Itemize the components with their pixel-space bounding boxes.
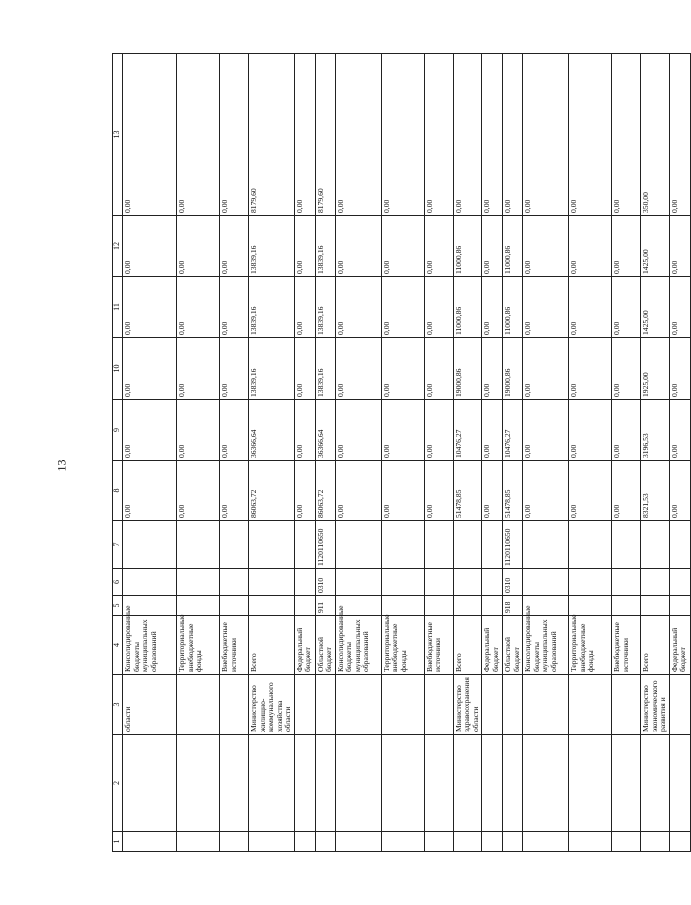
- cell-empty: [482, 832, 503, 852]
- cell-c6: [294, 569, 315, 596]
- cell-c3: Министерство экономического развития и: [641, 675, 670, 735]
- cell-c12: 0,00: [612, 216, 641, 277]
- cell-c4: Внебюджетные источники: [612, 616, 641, 675]
- cell-c9: 36366,64: [315, 400, 335, 461]
- cell-c9: 36366,64: [249, 400, 295, 461]
- cell-c6: [123, 569, 177, 596]
- table-row: [641, 54, 670, 852]
- cell-c11: 0,00: [220, 277, 249, 338]
- cell-c9: 0,00: [424, 400, 453, 461]
- cell-empty: [424, 832, 453, 852]
- cell-c3: Министерство здравоохранения области: [453, 675, 482, 735]
- cell-c6: [249, 569, 295, 596]
- cell-c11: 0,00: [424, 277, 453, 338]
- cell-c5: [424, 596, 453, 616]
- table-row: [424, 54, 453, 852]
- cell-empty: [123, 735, 177, 832]
- cell-c8: 0,00: [669, 461, 690, 521]
- cell-c8: 8321,53: [641, 461, 670, 521]
- cell-c9: 0,00: [123, 400, 177, 461]
- cell-c12: 0,00: [424, 216, 453, 277]
- cell-c13: 0,00: [523, 54, 569, 216]
- cell-c13: 0,00: [123, 54, 177, 216]
- cell-c10: 0,00: [569, 338, 612, 400]
- cell-c11: 11000,86: [453, 277, 482, 338]
- col-number: 11: [113, 277, 123, 338]
- cell-c8: 0,00: [482, 461, 503, 521]
- table-body: [113, 54, 691, 852]
- cell-c7: [641, 521, 670, 569]
- cell-c5: [220, 596, 249, 616]
- table-row: [294, 54, 315, 852]
- page-number: 13: [54, 459, 69, 472]
- table-row: [381, 54, 424, 852]
- cell-c8: 0,00: [612, 461, 641, 521]
- cell-c12: 13839,16: [249, 216, 295, 277]
- cell-c13: 0,00: [503, 54, 523, 216]
- cell-c11: 1425,00: [641, 277, 670, 338]
- cell-empty: [220, 832, 249, 852]
- cell-empty: [669, 735, 690, 832]
- cell-c12: 0,00: [482, 216, 503, 277]
- table-row: [123, 54, 177, 852]
- cell-c9: 0,00: [569, 400, 612, 461]
- cell-empty: [294, 832, 315, 852]
- cell-c12: 13839,16: [315, 216, 335, 277]
- cell-c8: 0,00: [381, 461, 424, 521]
- cell-c5: [669, 596, 690, 616]
- cell-c4: Внебюджетные источники: [424, 616, 453, 675]
- cell-c11: 0,00: [177, 277, 220, 338]
- cell-c13: 0,00: [569, 54, 612, 216]
- cell-c7: [482, 521, 503, 569]
- cell-c11: 0,00: [335, 277, 381, 338]
- cell-c6: [482, 569, 503, 596]
- cell-c12: 11000,86: [453, 216, 482, 277]
- cell-c11: 0,00: [612, 277, 641, 338]
- cell-c3: [424, 675, 453, 735]
- cell-c9: 0,00: [335, 400, 381, 461]
- cell-empty: [523, 832, 569, 852]
- cell-c12: 0,00: [669, 216, 690, 277]
- cell-c10: 13839,16: [249, 338, 295, 400]
- cell-c3: [381, 675, 424, 735]
- cell-c10: 0,00: [482, 338, 503, 400]
- cell-c5: 918: [503, 596, 523, 616]
- cell-c6: [381, 569, 424, 596]
- cell-c8: 0,00: [523, 461, 569, 521]
- cell-c8: 0,00: [177, 461, 220, 521]
- cell-empty: [123, 832, 177, 852]
- cell-c5: [569, 596, 612, 616]
- cell-c13: 350,00: [641, 54, 670, 216]
- cell-c10: 1925,00: [641, 338, 670, 400]
- col-number: 6: [113, 569, 123, 596]
- cell-c3: [177, 675, 220, 735]
- cell-empty: [315, 735, 335, 832]
- cell-empty: [612, 832, 641, 852]
- cell-c11: 0,00: [482, 277, 503, 338]
- cell-c12: 0,00: [523, 216, 569, 277]
- cell-c7: 1120110650: [315, 521, 335, 569]
- cell-empty: [220, 735, 249, 832]
- cell-c6: [569, 569, 612, 596]
- cell-empty: [669, 832, 690, 852]
- cell-c11: 0,00: [123, 277, 177, 338]
- cell-c10: 19000,86: [453, 338, 482, 400]
- cell-c5: [177, 596, 220, 616]
- cell-c13: 8179,60: [249, 54, 295, 216]
- table-wrapper: [112, 54, 687, 852]
- cell-empty: [381, 735, 424, 832]
- cell-c10: 0,00: [381, 338, 424, 400]
- cell-c3: [523, 675, 569, 735]
- col-number: 8: [113, 461, 123, 521]
- cell-c6: [424, 569, 453, 596]
- cell-c12: 0,00: [294, 216, 315, 277]
- cell-c7: 1120110650: [503, 521, 523, 569]
- cell-c10: 0,00: [220, 338, 249, 400]
- cell-c3: [612, 675, 641, 735]
- cell-c9: 10476,27: [503, 400, 523, 461]
- cell-c13: 0,00: [177, 54, 220, 216]
- cell-c13: 0,00: [294, 54, 315, 216]
- cell-c8: 0,00: [569, 461, 612, 521]
- cell-c11: 0,00: [294, 277, 315, 338]
- col-number: 5: [113, 596, 123, 616]
- cell-c11: 0,00: [569, 277, 612, 338]
- cell-c9: 0,00: [669, 400, 690, 461]
- cell-c12: 0,00: [220, 216, 249, 277]
- cell-empty: [523, 735, 569, 832]
- cell-c4: Областной бюджет: [503, 616, 523, 675]
- cell-c6: [335, 569, 381, 596]
- cell-c7: [177, 521, 220, 569]
- cell-c13: 0,00: [220, 54, 249, 216]
- cell-empty: [503, 735, 523, 832]
- cell-c10: 0,00: [669, 338, 690, 400]
- cell-c6: 0310: [315, 569, 335, 596]
- cell-c10: 19000,86: [503, 338, 523, 400]
- cell-c9: 0,00: [220, 400, 249, 461]
- cell-c7: [294, 521, 315, 569]
- cell-c10: 13839,16: [315, 338, 335, 400]
- cell-c13: 0,00: [335, 54, 381, 216]
- cell-c6: [177, 569, 220, 596]
- cell-c7: [249, 521, 295, 569]
- table-row: [315, 54, 335, 852]
- cell-empty: [424, 735, 453, 832]
- column-number-row: [113, 54, 123, 852]
- cell-c10: 0,00: [424, 338, 453, 400]
- cell-c8: 0,00: [294, 461, 315, 521]
- table-rotated: [112, 54, 687, 852]
- cell-c10: 0,00: [177, 338, 220, 400]
- cell-c12: 0,00: [177, 216, 220, 277]
- cell-c6: [641, 569, 670, 596]
- cell-c4: Федеральный бюджет: [482, 616, 503, 675]
- cell-c3: [220, 675, 249, 735]
- cell-c13: 8179,60: [315, 54, 335, 216]
- col-number: 13: [113, 54, 123, 216]
- cell-c8: 0,00: [220, 461, 249, 521]
- cell-c9: 0,00: [381, 400, 424, 461]
- cell-c7: [381, 521, 424, 569]
- col-number: 3: [113, 675, 123, 735]
- cell-c5: [381, 596, 424, 616]
- cell-c4: Областной бюджет: [315, 616, 335, 675]
- cell-c4: Консолидированные бюджеты муниципальных образований: [123, 616, 177, 675]
- cell-c11: 0,00: [523, 277, 569, 338]
- cell-c11: 13839,16: [315, 277, 335, 338]
- cell-c8: 0,00: [123, 461, 177, 521]
- cell-c13: 0,00: [381, 54, 424, 216]
- cell-c13: 0,00: [669, 54, 690, 216]
- cell-c12: 0,00: [381, 216, 424, 277]
- cell-c11: 0,00: [669, 277, 690, 338]
- cell-c9: 0,00: [482, 400, 503, 461]
- cell-c7: [335, 521, 381, 569]
- cell-c3: [569, 675, 612, 735]
- cell-c7: [424, 521, 453, 569]
- cell-empty: [612, 735, 641, 832]
- cell-c8: 0,00: [424, 461, 453, 521]
- cell-c7: [569, 521, 612, 569]
- table-row: [569, 54, 612, 852]
- table-row: [335, 54, 381, 852]
- cell-c8: 86063,72: [249, 461, 295, 521]
- col-number: 10: [113, 338, 123, 400]
- cell-c12: 0,00: [569, 216, 612, 277]
- table-row: [177, 54, 220, 852]
- cell-c7: [220, 521, 249, 569]
- cell-empty: [177, 735, 220, 832]
- cell-c4: Территориальные внебюджетные фонды: [381, 616, 424, 675]
- cell-empty: [569, 832, 612, 852]
- cell-empty: [249, 832, 295, 852]
- cell-c7: [612, 521, 641, 569]
- cell-c8: 0,00: [335, 461, 381, 521]
- col-number: 2: [113, 735, 123, 832]
- cell-c7: [523, 521, 569, 569]
- cell-c3: [503, 675, 523, 735]
- cell-c7: [123, 521, 177, 569]
- cell-c4: Внебюджетные источники: [220, 616, 249, 675]
- cell-empty: [453, 735, 482, 832]
- cell-c5: 911: [315, 596, 335, 616]
- cell-c10: 0,00: [523, 338, 569, 400]
- col-number: 7: [113, 521, 123, 569]
- table-row: [249, 54, 295, 852]
- cell-c5: [453, 596, 482, 616]
- cell-empty: [503, 832, 523, 852]
- cell-empty: [569, 735, 612, 832]
- cell-empty: [315, 832, 335, 852]
- cell-c5: [482, 596, 503, 616]
- cell-c9: 0,00: [612, 400, 641, 461]
- cell-c6: [612, 569, 641, 596]
- cell-c10: 0,00: [123, 338, 177, 400]
- cell-c5: [294, 596, 315, 616]
- cell-c4: Консолидированные бюджеты муниципальных образований: [523, 616, 569, 675]
- cell-c12: 11000,86: [503, 216, 523, 277]
- cell-c9: 0,00: [177, 400, 220, 461]
- col-number: 12: [113, 216, 123, 277]
- cell-c4: Всего: [453, 616, 482, 675]
- cell-c13: 0,00: [482, 54, 503, 216]
- cell-empty: [335, 832, 381, 852]
- cell-c5: [612, 596, 641, 616]
- col-number: 4: [113, 616, 123, 675]
- cell-empty: [641, 735, 670, 832]
- cell-c12: 0,00: [335, 216, 381, 277]
- cell-c10: 0,00: [294, 338, 315, 400]
- cell-c4: Всего: [641, 616, 670, 675]
- cell-c4: Территориальные внебюджетные фонды: [177, 616, 220, 675]
- cell-c6: [220, 569, 249, 596]
- table-row: [612, 54, 641, 852]
- cell-c6: 0310: [503, 569, 523, 596]
- table-row: [669, 54, 690, 852]
- cell-empty: [294, 735, 315, 832]
- cell-c13: 0,00: [424, 54, 453, 216]
- cell-empty: [453, 832, 482, 852]
- cell-c9: 3196,53: [641, 400, 670, 461]
- cell-c8: 51478,85: [503, 461, 523, 521]
- cell-c7: [669, 521, 690, 569]
- table-row: [503, 54, 523, 852]
- cell-c3: [669, 675, 690, 735]
- cell-empty: [335, 735, 381, 832]
- cell-c7: [453, 521, 482, 569]
- table-row: [482, 54, 503, 852]
- cell-c11: 13839,16: [249, 277, 295, 338]
- cell-c9: 0,00: [523, 400, 569, 461]
- cell-c13: 0,00: [612, 54, 641, 216]
- cell-c5: [641, 596, 670, 616]
- cell-c10: 0,00: [612, 338, 641, 400]
- cell-c3: Министерство жилищно-коммунального хозяйства области: [249, 675, 295, 735]
- cell-c4: Всего: [249, 616, 295, 675]
- table-row: [523, 54, 569, 852]
- cell-c4: Консолидированные бюджеты муниципальных образований: [335, 616, 381, 675]
- cell-c3: [335, 675, 381, 735]
- cell-c6: [453, 569, 482, 596]
- cell-c12: 1425,00: [641, 216, 670, 277]
- cell-empty: [381, 832, 424, 852]
- table-row: [453, 54, 482, 852]
- cell-c11: 0,00: [381, 277, 424, 338]
- cell-empty: [177, 832, 220, 852]
- cell-c4: Федеральный бюджет: [294, 616, 315, 675]
- cell-c13: 0,00: [453, 54, 482, 216]
- cell-empty: [482, 735, 503, 832]
- cell-c5: [249, 596, 295, 616]
- cell-c11: 11000,86: [503, 277, 523, 338]
- table-row: [220, 54, 249, 852]
- cell-c3: [482, 675, 503, 735]
- cell-c9: 0,00: [294, 400, 315, 461]
- cell-empty: [249, 735, 295, 832]
- col-number: 1: [113, 832, 123, 852]
- cell-empty: [641, 832, 670, 852]
- col-number: 9: [113, 400, 123, 461]
- cell-c6: [523, 569, 569, 596]
- cell-c8: 86063,72: [315, 461, 335, 521]
- cell-c4: Федеральный бюджет: [669, 616, 690, 675]
- cell-c3: [294, 675, 315, 735]
- cell-c3: [315, 675, 335, 735]
- cell-c6: [669, 569, 690, 596]
- cell-c8: 51478,85: [453, 461, 482, 521]
- cell-c12: 0,00: [123, 216, 177, 277]
- cell-c10: 0,00: [335, 338, 381, 400]
- cell-c4: Территориальные внебюджетные фонды: [569, 616, 612, 675]
- cell-c9: 10476,27: [453, 400, 482, 461]
- cell-c3: области: [123, 675, 177, 735]
- budget-table: [112, 53, 691, 852]
